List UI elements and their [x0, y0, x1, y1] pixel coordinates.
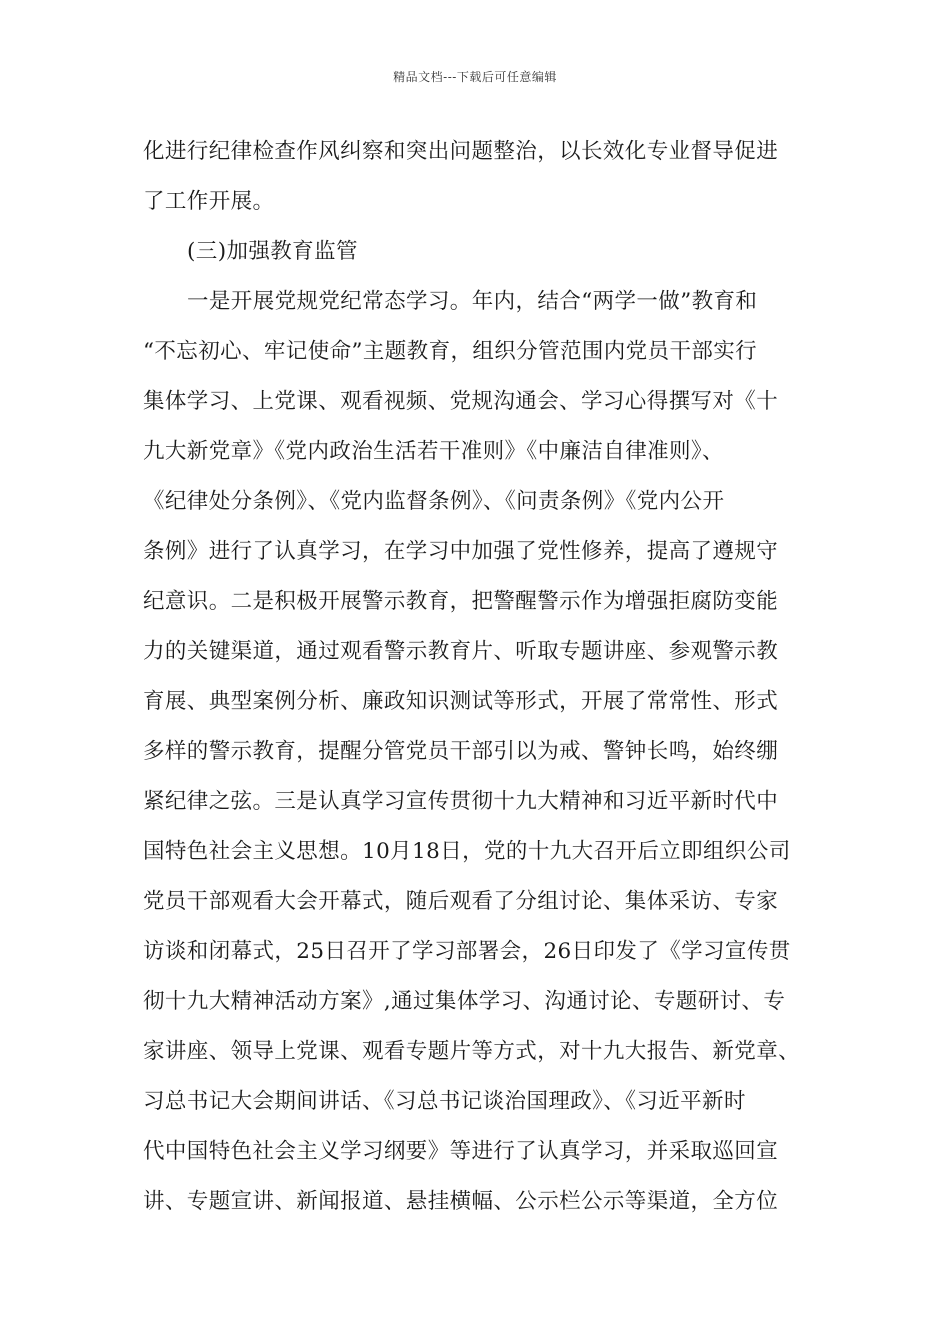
- text-line: 紧纪律之弦。三是认真学习宣传贯彻十九大精神和习近平新时代中: [143, 789, 779, 814]
- text-line: 《纪律处分条例》、《党内监督条例》、《问责条例》《党内公开: [143, 489, 725, 514]
- text-line: 纪意识。二是积极开展警示教育，把警醒警示作为增强拒腐防变能: [143, 589, 779, 614]
- text-line: 九大新党章》《党内政治生活若干准则》《中廉洁自律准则》、: [143, 439, 724, 464]
- text-line: 国特色社会主义思想。10月18日，党的十九大召开后立即组织公司: [143, 839, 791, 864]
- text-line: 讲、专题宣讲、新闻报道、悬挂横幅、公示栏公示等渠道，全方位: [143, 1189, 779, 1214]
- text-line: 条例》进行了认真学习，在学习中加强了党性修养，提高了遵规守: [143, 539, 779, 564]
- text-line: 育展、典型案例分析、廉政知识测试等形式，开展了常常性、形式: [143, 689, 779, 714]
- text-line: 彻十九大精神活动方案》,通过集体学习、沟通讨论、专题研讨、专: [143, 989, 786, 1014]
- text-line: 力的关键渠道，通过观看警示教育片、听取专题讲座、参观警示教: [143, 639, 779, 664]
- document-body: [143, 127, 823, 1227]
- text-line: 家讲座、领导上党课、观看专题片等方式，对十九大报告、新党章、: [143, 1039, 801, 1064]
- text-line: 集体学习、上党课、观看视频、党规沟通会、学习心得撰写对《十: [143, 389, 779, 414]
- text-line: 化进行纪律检查作风纠察和突出问题整治，以长效化专业督导促进: [143, 139, 779, 164]
- text-line: 访谈和闭幕式，25日召开了学习部署会，26日印发了《学习宣传贯: [143, 939, 791, 964]
- text-line: 党员干部观看大会开幕式，随后观看了分组讨论、集体采访、专家: [143, 889, 779, 914]
- section-heading: (三)加强教育监管: [187, 239, 358, 264]
- text-line: “不忘初心、牢记使命”主题教育，组织分管范围内党员干部实行: [143, 339, 758, 364]
- text-line: 了工作开展。: [143, 189, 275, 214]
- text-line: 多样的警示教育，提醒分管党员干部引以为戒、警钟长鸣，始终绷: [143, 739, 779, 764]
- text-line: 代中国特色社会主义学习纲要》等进行了认真学习，并采取巡回宣: [143, 1139, 779, 1164]
- paragraph-first-line: 一是开展党规党纪常态学习。年内，结合“两学一做”教育和: [187, 289, 758, 314]
- page-header: 精品文档---下载后可任意编辑: [393, 70, 557, 84]
- text-line: 习总书记大会期间讲话、《习总书记谈治国理政》、《习近平新时: [143, 1089, 746, 1114]
